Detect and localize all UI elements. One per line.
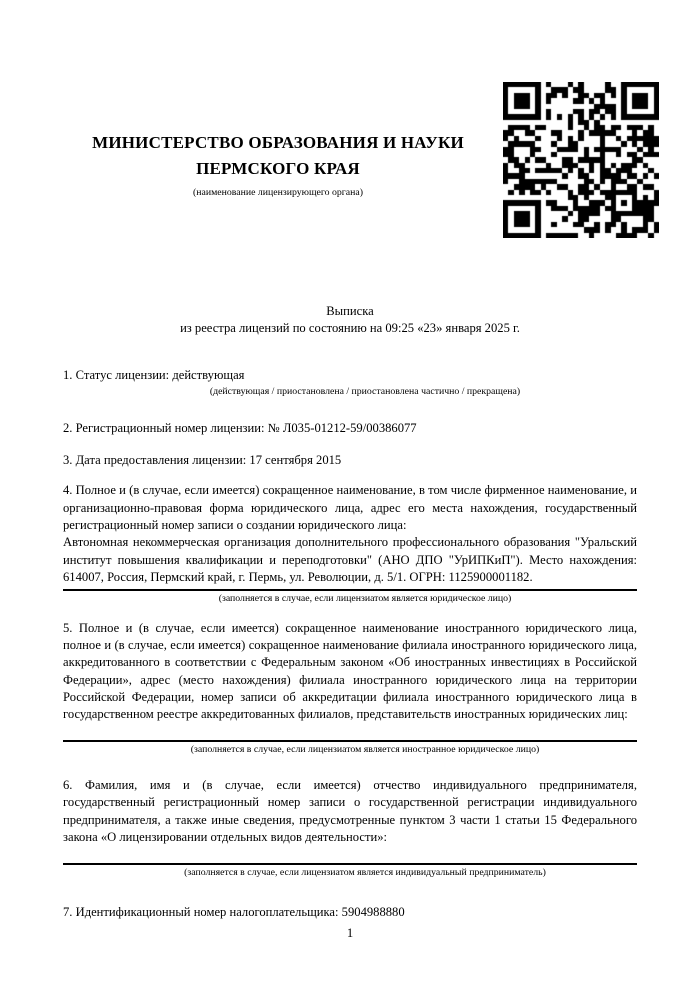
item-taxpayer-number — [63, 904, 637, 921]
fill-line — [63, 863, 637, 865]
item-individual-entrepreneur — [63, 777, 637, 880]
extract-title: Выписка — [326, 304, 374, 318]
ministry-title-line1: МИНИСТЕРСТВО ОБРАЗОВАНИЯ И НАУКИ — [92, 133, 464, 152]
legal-entity-caption: (заполняется в случае, если лицензиатом является юридическое лицо) — [218, 593, 512, 605]
registration-number-text: 2. Регистрационный номер лицензии: № Л035-01212-59/00386077 — [63, 420, 417, 435]
document-body — [63, 367, 637, 921]
qr-code-icon — [503, 82, 659, 238]
foreign-entity-label: 5. Полное и (в случае, если имеется) сокращенное наименование иностранного юридического лица, полное и (в случае, если имеется) сокращенное наименование филиала иностранного юридического лица, аккредитованного в соответствии с Федеральным законом «Об иностранных инвестициях в Российской Федерации», адрес (место нахождения) филиала иностранного юридического лица на территории Российской Федерации, номер записи об аккредитации филиала иностранного юридического лица в государственном реестре аккредитованных филиалов, представительств иностранных юридических лиц: — [63, 620, 637, 722]
extract-heading — [0, 303, 700, 338]
item-foreign-entity — [63, 620, 637, 757]
individual-entrepreneur-caption: (заполняется в случае, если лицензиатом является индивидуальный предприниматель) — [184, 867, 546, 879]
legal-entity-label: 4. Полное и (в случае, если имеется) сокращенное наименование, в том числе фирменное наименование, и организационно-правовая форма юридического лица, адрес его места нахождения, государственный регистрационный номер записи о создании юридического лица: — [63, 483, 637, 532]
legal-entity-value: Автономная некоммерческая организация дополнительного профессионального образования "Уральский институт повышения квалификации и переподготовки" (АНО ДПО "УрИПКиП"). Место нахождения: 614007, Россия, Пермский край, г. Пермь, ул. Революции, д. 5/1. ОГРН: 1125900001182. — [63, 535, 637, 584]
license-status-text: 1. Статус лицензии: действующая — [63, 368, 245, 382]
foreign-entity-caption: (заполняется в случае, если лицензиатом является иностранное юридическое лицо) — [190, 744, 540, 756]
licensing-authority-caption: (наименование лицензирующего органа) — [192, 187, 363, 198]
fill-line — [63, 740, 637, 742]
page-number: 1 — [346, 926, 354, 940]
item-license-status — [63, 367, 637, 399]
item-registration-number — [63, 420, 637, 437]
extract-date-line: из реестра лицензий по состоянию на 09:25 «23» января 2025 г. — [180, 321, 520, 336]
taxpayer-number-text: 7. Идентификационный номер налогоплательщика: 5904988880 — [63, 904, 405, 919]
fill-line — [63, 589, 637, 591]
grant-date-text: 3. Дата предоставления лицензии: 17 сентября 2015 — [63, 453, 342, 468]
document-header — [63, 130, 493, 198]
license-status-options-caption: (действующая / приостановлена / приостановлена частично / прекращена) — [209, 386, 521, 398]
item-legal-entity — [63, 482, 637, 605]
individual-entrepreneur-label: 6. Фамилия, имя и (в случае, если имеется) отчество индивидуального предпринимателя, государственный регистрационный номер записи о государственной регистрации индивидуального предпринимателя, а также иные сведения, предусмотренные пунктом 3 части 1 статьи 15 Федерального закона «О лицензировании отдельных видов деятельности»: — [63, 777, 637, 844]
item-grant-date — [63, 452, 637, 469]
ministry-title-line2: ПЕРМСКОГО КРАЯ — [196, 159, 360, 178]
